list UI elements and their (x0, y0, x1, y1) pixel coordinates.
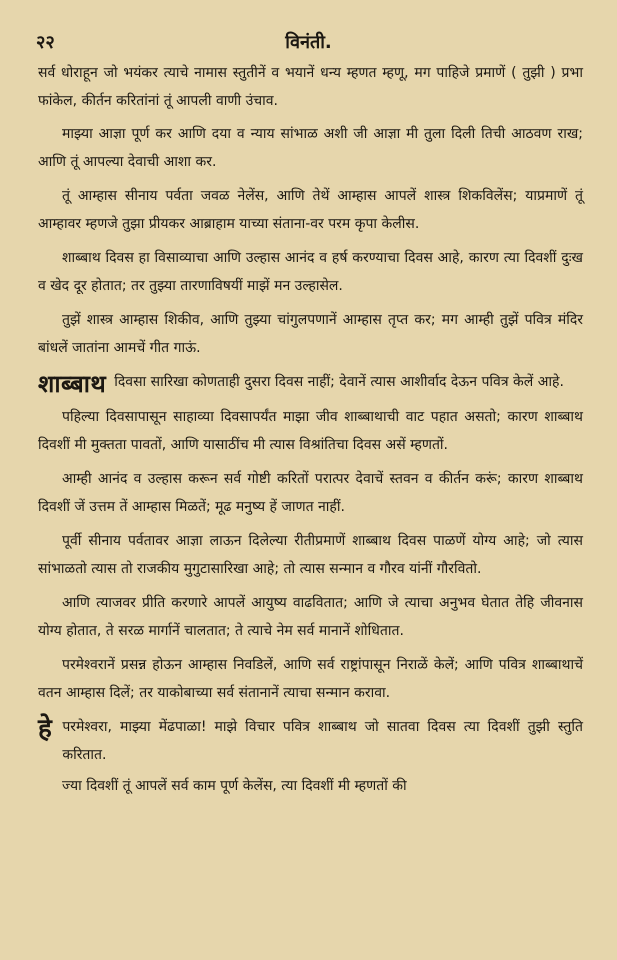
shabbath-section (38, 369, 583, 399)
paragraph: पहिल्या दिवसापासून साहाव्या दिवसापर्यंत माझा जीव शाब्बाथाची वाट पहात असतो; कारण शाब्बाथ दिवशीं मी मुक्तता पावतों, आणि यासाठींच मी त्यास विश्रांतिचा दिवस असें म्हणतों. (38, 409, 583, 453)
paragraph: सर्व धोराहून जो भयंकर त्याचे नामास स्तुतीनें व भयानें धन्य म्हणत म्हणू, मग पाहिजे प्रमाणें ( तुझी ) प्रभा फांकेल, कीर्तन करितांनां तूं आपली वाणी उंचाव. (38, 65, 583, 109)
paragraph: माझ्या आज्ञा पूर्ण कर आणि दया व न्याय सांभाळ अशी जी आज्ञा मी तुला दिली तिची आठवण राख; आणि तूं आपल्या देवाची आशा कर. (38, 126, 583, 170)
page-header (36, 30, 581, 56)
prayer-initial: हे (38, 714, 53, 744)
prayer-text: परमेश्वरा, माझ्या मेंढपाळा! माझे विचार पवित्र शाब्बाथ जो सातवा दिवस त्या दिवशीं तुझी स्तुति करितात. (62, 719, 583, 763)
paragraph: आम्ही आनंद व उल्हास करून सर्व गोष्टी करितों परात्पर देवाचें स्तवन व कीर्तन करूं; कारण शाब्बाथ दिवशीं जें उत्तम तें आम्हास मिळतें; मूढ मनुष्य हें जाणत नाहीं. (38, 471, 583, 515)
paragraph: परमेश्वरानें प्रसन्न होऊन आम्हास निवडिलें, आणि सर्व राष्ट्रांपासून निराळें केलें; आणि पवित्र शाब्बाथाचें वतन आम्हास दिलें; तर याकोबाच्या सर्व संतानानें त्याचा सन्मान करावा. (38, 657, 583, 701)
running-title: विनंती. (285, 32, 332, 53)
paragraph: तूं आम्हास सीनाय पर्वता जवळ नेलेंस, आणि तेथें आम्हास आपलें शास्त्र शिकविलेंस; याप्रमाणें तूं आम्हावर म्हणजे तुझा प्रीयकर आब्राहाम याच्या संताना-वर परम कृपा केलीस. (38, 188, 583, 232)
shabbath-heading: शाब्बाथ (38, 370, 107, 398)
shabbath-text: दिवसा सारिखा कोणताही दुसरा दिवस नाहीं; देवानें त्यास आशीर्वाद देऊन पवित्र केलें आहे. (114, 374, 564, 390)
page-number: २२ (36, 32, 55, 53)
paragraph: शाब्बाथ दिवस हा विसाव्याचा आणि उल्हास आनंद व हर्ष करण्याचा दिवस आहे, कारण त्या दिवशीं दुःख व खेद दूर होतात; तर तुझ्या तारणाविषयीं माझें मन उल्हासेल. (38, 250, 583, 294)
paragraph: तुझें शास्त्र आम्हास शिकीव, आणि तुझ्या चांगुलपणानें आम्हास तृप्त कर; मग आम्ही तुझें पवित्र मंदिर बांधलें जातांना आमचें गीत गाऊं. (38, 312, 583, 356)
paragraph: आणि त्याजवर प्रीति करणारे आपलें आयुष्य वाढवितात; आणि जे त्याचा अनुभव घेतात तेहि जीवनास योग्य होतात, ते सरळ मार्गानें चालतात; ते त्याचे नेम सर्व मानानें शोधितात. (38, 595, 583, 639)
paragraph: पूर्वी सीनाय पर्वतावर आज्ञा लाऊन दिलेल्या रीतीप्रमाणें शाब्बाथ दिवस पाळणें योग्य आहे; जो त्यास सांभाळतो त्यास तो राजकीय मुगुटासारिखा आहे; तो त्यास सन्मान व गौरव यांनीं गौरवितो. (38, 533, 583, 577)
prayer-section (38, 714, 583, 769)
body-text (38, 60, 583, 808)
last-line: ज्या दिवशीं तूं आपलें सर्व काम पूर्ण केलेंस, त्या दिवशीं मी म्हणतों की (62, 778, 407, 794)
